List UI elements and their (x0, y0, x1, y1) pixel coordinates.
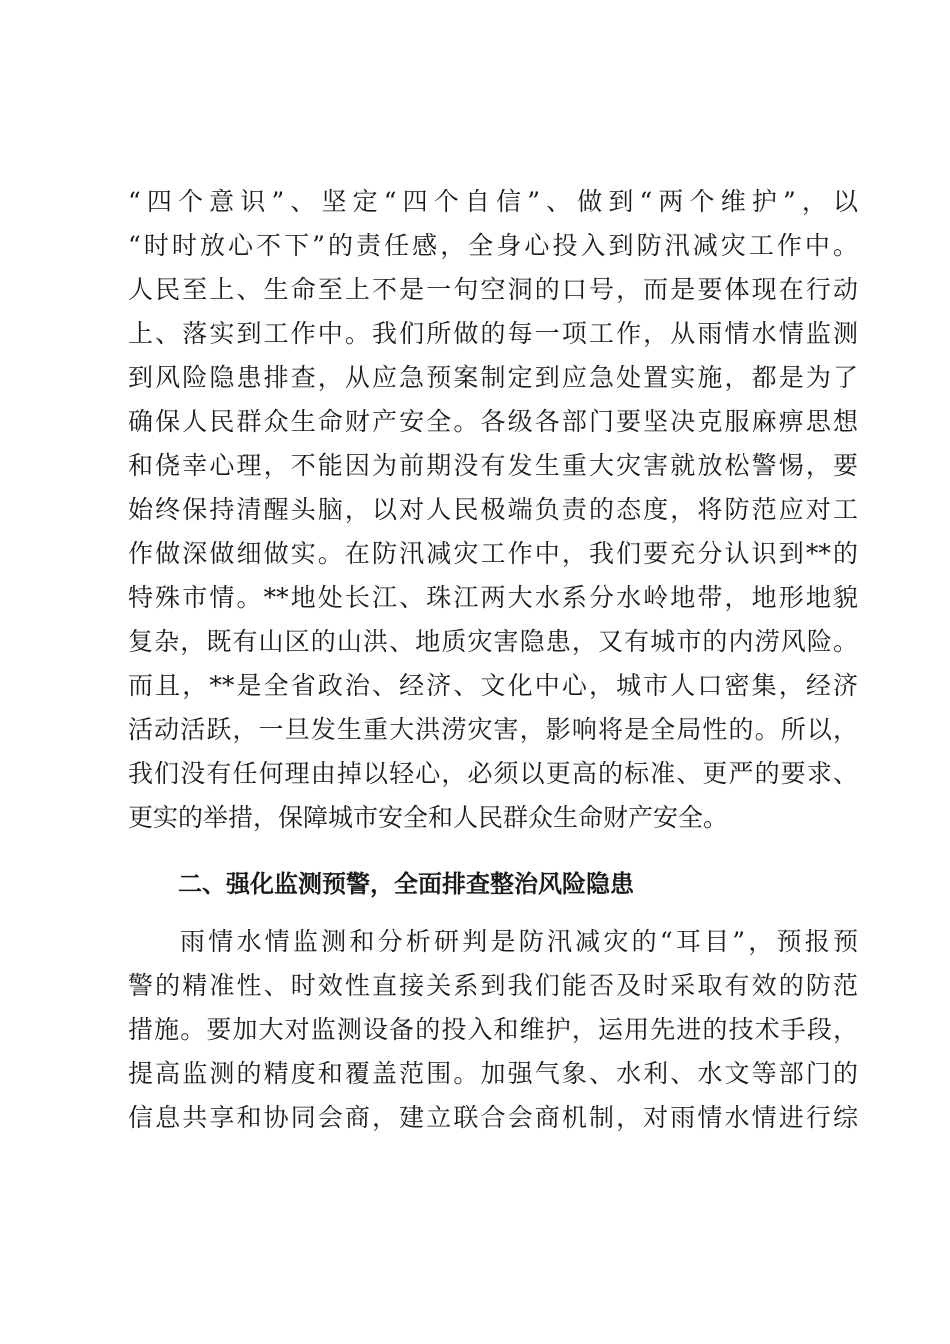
paragraph-1-line-9: 作做深做细做实。在防汛减灾工作中，我们要充分认识到**的 (128, 539, 858, 568)
paragraph-1-line-1: “四个意识”、坚定“四个自信”、做到“两个维护”，以 (128, 187, 858, 216)
paragraph-1-line-7: 和侥幸心理，不能因为前期没有发生重大灾害就放松警惕，要 (128, 451, 858, 480)
paragraph-1-line-2: “时时放心不下”的责任感，全身心投入到防汛减灾工作中。 (128, 231, 858, 260)
paragraph-2-line-2: 警的精准性、时效性直接关系到我们能否及时采取有效的防范 (128, 971, 858, 1000)
paragraph-1-line-10: 特殊市情。**地处长江、珠江两大水系分水岭地带，地形地貌 (128, 583, 858, 612)
paragraph-2-line-4: 提高监测的精度和覆盖范围。加强气象、水利、水文等部门的 (128, 1059, 858, 1088)
paragraph-1-line-8: 始终保持清醒头脑，以对人民极端负责的态度，将防范应对工 (128, 495, 858, 524)
paragraph-1-line-14: 我们没有任何理由掉以轻心，必须以更高的标准、更严的要求、 (128, 759, 858, 788)
paragraph-2-line-5: 信息共享和协同会商，建立联合会商机制，对雨情水情进行综 (128, 1103, 858, 1132)
paragraph-1-line-5: 到风险隐患排查，从应急预案制定到应急处置实施，都是为了 (128, 363, 858, 392)
paragraph-1-line-6: 确保人民群众生命财产安全。各级各部门要坚决克服麻痹思想 (128, 407, 858, 436)
paragraph-1-line-15: 更实的举措，保障城市安全和人民群众生命财产安全。 (128, 803, 729, 832)
paragraph-1-line-11: 复杂，既有山区的山洪、地质灾害隐患，又有城市的内涝风险。 (128, 627, 858, 656)
paragraph-1-line-4: 上、落实到工作中。我们所做的每一项工作，从雨情水情监测 (128, 319, 858, 348)
paragraph-2-line-1: 雨情水情监测和分析研判是防汛减灾的“耳目”，预报预 (180, 927, 858, 956)
section-heading: 二、强化监测预警，全面排查整治风险隐患 (178, 870, 634, 898)
paragraph-2-line-3: 措施。要加大对监测设备的投入和维护，运用先进的技术手段， (128, 1015, 858, 1044)
paragraph-1-line-3: 人民至上、生命至上不是一句空洞的口号，而是要体现在行动 (128, 275, 858, 304)
paragraph-1-line-12: 而且，**是全省政治、经济、文化中心，城市人口密集，经济 (128, 671, 858, 700)
paragraph-1-line-13: 活动活跃，一旦发生重大洪涝灾害，影响将是全局性的。所以， (128, 715, 858, 744)
